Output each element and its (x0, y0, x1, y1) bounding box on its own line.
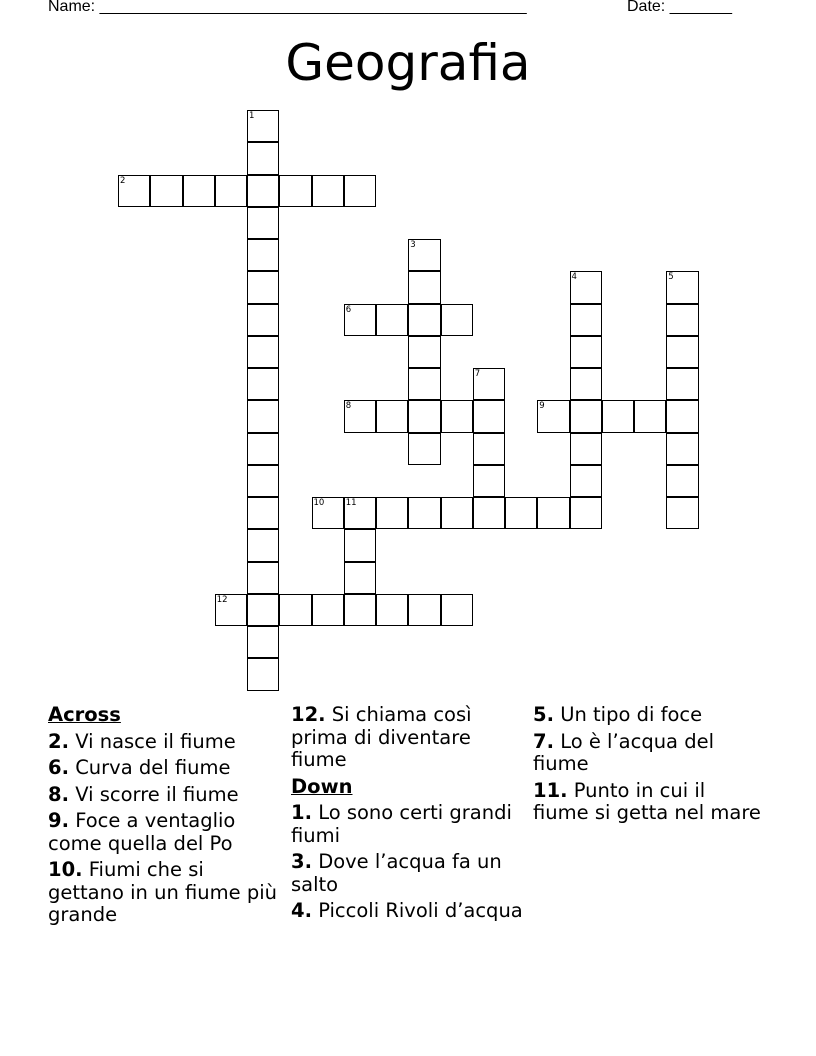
clue-down-1: 1. Lo sono certi grandi fiumi (291, 801, 512, 847)
grid-cell[interactable] (473, 400, 505, 432)
grid-cell[interactable] (247, 110, 279, 142)
grid-cell[interactable] (312, 175, 344, 207)
grid-cell[interactable] (247, 175, 279, 207)
grid-cell[interactable] (247, 433, 279, 465)
grid-cell[interactable] (408, 497, 440, 529)
grid-cell[interactable] (570, 368, 602, 400)
grid-cell[interactable] (666, 271, 698, 303)
grid-cell[interactable] (247, 626, 279, 658)
grid-cell[interactable] (376, 400, 408, 432)
cell-number: 12 (216, 594, 228, 605)
clue-down-11: 11. Punto in cui il fiume si getta nel mare (533, 778, 761, 824)
grid-cell[interactable] (247, 271, 279, 303)
clue-across-6: 6. Curva del fiume (48, 756, 231, 779)
grid-cell[interactable] (183, 175, 215, 207)
grid-cell[interactable] (344, 175, 376, 207)
grid-cell[interactable] (666, 400, 698, 432)
clues-column-3 (533, 702, 765, 829)
grid-cell[interactable] (247, 142, 279, 174)
grid-cell[interactable] (247, 529, 279, 561)
grid-cell[interactable] (247, 368, 279, 400)
grid-cell[interactable] (279, 594, 311, 626)
grid-cell[interactable] (247, 562, 279, 594)
down-heading: Down (291, 774, 353, 798)
clues-column-1 (48, 702, 280, 931)
grid-cell[interactable] (150, 175, 182, 207)
clue-down-4: 4. Piccoli Rivoli d’acqua (291, 899, 523, 922)
grid-cell[interactable] (570, 465, 602, 497)
clue-across-2: 2. Vi nasce il fiume (48, 729, 236, 753)
grid-cell[interactable] (441, 400, 473, 432)
grid-cell[interactable] (408, 239, 440, 271)
clue-down-7: 7. Lo è l’acqua del fiume (533, 729, 714, 775)
grid-cell[interactable] (408, 368, 440, 400)
clue-down-5: 5. Un tipo di foce (533, 703, 703, 726)
grid-cell[interactable] (666, 304, 698, 336)
grid-cell[interactable] (537, 497, 569, 529)
cell-number: 10 (313, 498, 325, 508)
grid-cell[interactable] (247, 497, 279, 529)
grid-cell[interactable] (473, 465, 505, 497)
grid-cell[interactable] (247, 239, 279, 271)
cell-number: 11 (345, 498, 357, 508)
grid-cell[interactable] (666, 368, 698, 400)
grid-cell[interactable] (473, 368, 505, 400)
grid-cell[interactable] (247, 207, 279, 239)
grid-cell[interactable] (376, 594, 408, 626)
grid-cell[interactable] (344, 529, 376, 561)
grid-cell[interactable] (376, 304, 408, 336)
grid-cell[interactable] (247, 465, 279, 497)
clue-across-8: 8. Vi scorre il fiume (48, 782, 239, 806)
clue-across-9: 9. Foce a ventaglio come quella del Po (48, 809, 236, 855)
grid-cell[interactable] (408, 433, 440, 465)
grid-cell[interactable] (537, 400, 569, 432)
grid-cell[interactable] (666, 433, 698, 465)
grid-cell[interactable] (666, 465, 698, 497)
cell-number: 6 (345, 304, 352, 315)
grid-cell[interactable] (570, 497, 602, 529)
grid-cell[interactable] (215, 175, 247, 207)
cell-number: 7 (474, 369, 481, 379)
grid-cell[interactable] (441, 497, 473, 529)
grid-cell[interactable] (312, 497, 344, 529)
grid-cell[interactable] (312, 594, 344, 626)
grid-cell[interactable] (376, 497, 408, 529)
grid-cell[interactable] (247, 658, 279, 690)
grid-cell[interactable] (118, 175, 150, 207)
grid-cell[interactable] (344, 497, 376, 529)
grid-cell[interactable] (473, 497, 505, 529)
grid-cell[interactable] (473, 433, 505, 465)
across-heading: Across (48, 703, 121, 726)
date-field-label: Date: _______ (627, 0, 732, 15)
grid-cell[interactable] (247, 594, 279, 626)
clues-column-2 (291, 702, 523, 927)
cell-number: 9 (539, 401, 545, 412)
puzzle-title: Geografia (285, 34, 531, 92)
grid-cell[interactable] (570, 304, 602, 336)
cell-number: 5 (668, 272, 674, 283)
grid-cell[interactable] (215, 594, 247, 626)
grid-cell[interactable] (570, 336, 602, 368)
name-field-label: Name: ________________________________________________ (48, 0, 527, 15)
grid-cell[interactable] (602, 400, 634, 432)
grid-cell[interactable] (666, 336, 698, 368)
grid-cell[interactable] (408, 594, 440, 626)
cell-number: 8 (345, 401, 352, 412)
clue-across-10: 10. Fiumi che si gettano in un fiume più grande (48, 858, 277, 926)
grid-cell[interactable] (634, 400, 666, 432)
grid-cell[interactable] (505, 497, 537, 529)
grid-cell[interactable] (247, 336, 279, 368)
grid-cell[interactable] (408, 400, 440, 432)
cell-number: 3 (410, 240, 416, 250)
grid-cell[interactable] (344, 304, 376, 336)
grid-cell[interactable] (344, 562, 376, 594)
grid-cell[interactable] (570, 400, 602, 432)
grid-cell[interactable] (570, 433, 602, 465)
cell-number: 1 (249, 111, 255, 121)
grid-cell[interactable] (570, 271, 602, 303)
clue-down-3: 3. Dove l’acqua fa un salto (291, 850, 502, 896)
grid-cell[interactable] (279, 175, 311, 207)
cell-number: 4 (571, 272, 577, 283)
grid-cell[interactable] (408, 304, 440, 336)
grid-cell[interactable] (441, 304, 473, 336)
grid-cell[interactable] (344, 400, 376, 432)
grid-cell[interactable] (441, 594, 473, 626)
grid-cell[interactable] (247, 400, 279, 432)
cell-number: 2 (120, 175, 126, 186)
grid-cell[interactable] (666, 497, 698, 529)
grid-cell[interactable] (247, 304, 279, 336)
grid-cell[interactable] (408, 336, 440, 368)
clue-across-12: 12. Si chiama così prima di diventare fiume (291, 703, 472, 771)
grid-cell[interactable] (408, 271, 440, 303)
grid-cell[interactable] (344, 594, 376, 626)
